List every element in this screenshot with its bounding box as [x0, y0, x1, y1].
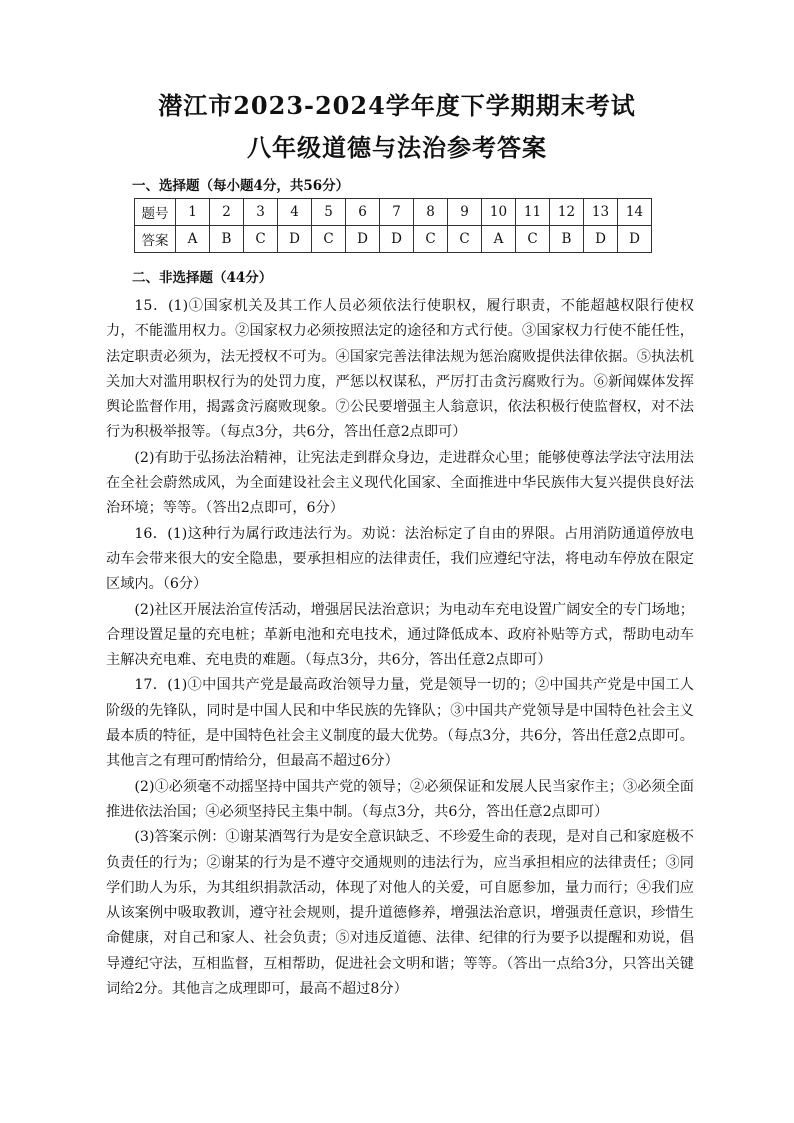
answer-cell: C	[312, 226, 346, 253]
answer-paragraph-17-3: (3)答案示例：①谢某酒驾行为是安全意识缺乏、不珍爱生命的表现，是对自己和家庭极不负责任的行为；②谢某的行为是不遵守交通规则的违法行为，应当承担相应的法律责任；③同学们助人为乐，为其组织捐款活动，体现了对他人的关爱，可自愿参加，量力而行；④我们应从该案例中吸取教训，遵守社会规则，提升道德修养，增强法治意识，增强责任意识，珍惜生命健康，对自己和家人、社会负责；⑤对违反道德、法律、纪律的行为要予以提醒和劝说，倡导遵纪守法，互相监督，互相帮助，促进社会文明和谐；等等。（答出一点给3分，只答出关键词给2分。其他言之成理即可，最高不超过8分）	[106, 829, 694, 998]
answer-cell: C	[244, 226, 278, 253]
answer-cell: A	[176, 226, 210, 253]
question-number-row	[135, 199, 652, 226]
section-heading-multiple-choice: 一、选择题（每小题4分，共56分）	[132, 178, 350, 194]
answer-row	[135, 226, 652, 253]
question-number: 1	[176, 199, 210, 226]
answer-paragraph-16-2: (2)社区开展法治宣传活动，增强居民法治意识；为电动车充电设置广阔安全的专门场地；合理设置足量的充电桩；革新电池和充电技术，通过降低成本、政府补贴等方式，帮助电动车主解决充电难、充电贵的难题。（每点3分，共6分，答出任意2点即可）	[106, 601, 694, 669]
answer-cell: C	[414, 226, 448, 253]
question-number: 13	[584, 199, 618, 226]
question-number: 7	[380, 199, 414, 226]
question-number: 9	[448, 199, 482, 226]
page-title: 潜江市2023-2024学年度下学期期末考试	[158, 91, 636, 120]
section-heading-non-choice: 二、非选择题（44分）	[132, 270, 273, 286]
question-number: 8	[414, 199, 448, 226]
row-label-number: 题号	[135, 199, 176, 226]
answer-cell: C	[448, 226, 482, 253]
answer-cell: D	[380, 226, 414, 253]
answer-paragraph-15-2: (2)有助于弘扬法治精神，让宪法走到群众身边，走进群众心里；能够使尊法学法守法用法在全社会蔚然成风，为全面建设社会主义现代化国家、全面推进中华民族伟大复兴提供良好法治环境；等等。（答出2点即可，6分）	[106, 449, 694, 517]
answer-paragraph-17-1: 17．(1)①中国共产党是最高政治领导力量，党是领导一切的；②中国共产党是中国工人阶级的先锋队，同时是中国人民和中华民族的先锋队；③中国共产党领导是中国特色社会主义最本质的特征，是中国特色社会主义制度的最大优势。（每点3分，共6分，答出任意2点即可。其他言之有理可酌情给分，但最高不超过6分）	[106, 677, 694, 770]
answer-content	[106, 294, 694, 1002]
answer-table	[134, 198, 652, 253]
answer-cell: D	[584, 226, 618, 253]
question-number: 5	[312, 199, 346, 226]
question-number: 12	[550, 199, 584, 226]
answer-cell: D	[278, 226, 312, 253]
question-number: 10	[482, 199, 516, 226]
answer-paragraph-17-2: (2)①必须毫不动摇坚持中国共产党的领导；②必须保证和发展人民当家作主；③必须全面推进依法治国；④必须坚持民主集中制。（每点3分，共6分，答出任意2点即可）	[106, 778, 694, 820]
row-label-answer: 答案	[135, 226, 176, 253]
question-number: 11	[516, 199, 550, 226]
question-number: 14	[618, 199, 652, 226]
question-number: 4	[278, 199, 312, 226]
answer-cell: D	[618, 226, 652, 253]
answer-cell: B	[210, 226, 244, 253]
answer-cell: D	[346, 226, 380, 253]
answer-paragraph-16-1: 16．(1)这种行为属行政违法行为。劝说：法治标定了自由的界限。占用消防通道停放电动车会带来很大的安全隐患，要承担相应的法律责任，我们应遵纪守法，将电动车停放在限定区域内。（6分）	[106, 525, 694, 593]
answer-cell: C	[516, 226, 550, 253]
question-number: 3	[244, 199, 278, 226]
question-number: 6	[346, 199, 380, 226]
question-number: 2	[210, 199, 244, 226]
answer-cell: B	[550, 226, 584, 253]
answer-paragraph-15-1: 15．(1)①国家机关及其工作人员必须依法行使职权，履行职责，不能超越权限行使权力，不能滥用权力。②国家权力必须按照法定的途径和方式行使。③国家权力行使不能任性，法定职责必须为，法无授权不可为。④国家完善法律法规为惩治腐败提供法律依据。⑤执法机关加大对滥用职权行为的处罚力度，严惩以权谋私，严厉打击贪污腐败行为。⑥新闻媒体发挥舆论监督作用，揭露贪污腐败现象。⑦公民要增强主人翁意识，依法积极行使监督权，对不法行为积极举报等。（每点3分，共6分，答出任意2点即可）	[106, 298, 694, 441]
answer-cell: A	[482, 226, 516, 253]
page-subtitle: 八年级道德与法治参考答案	[247, 133, 547, 162]
